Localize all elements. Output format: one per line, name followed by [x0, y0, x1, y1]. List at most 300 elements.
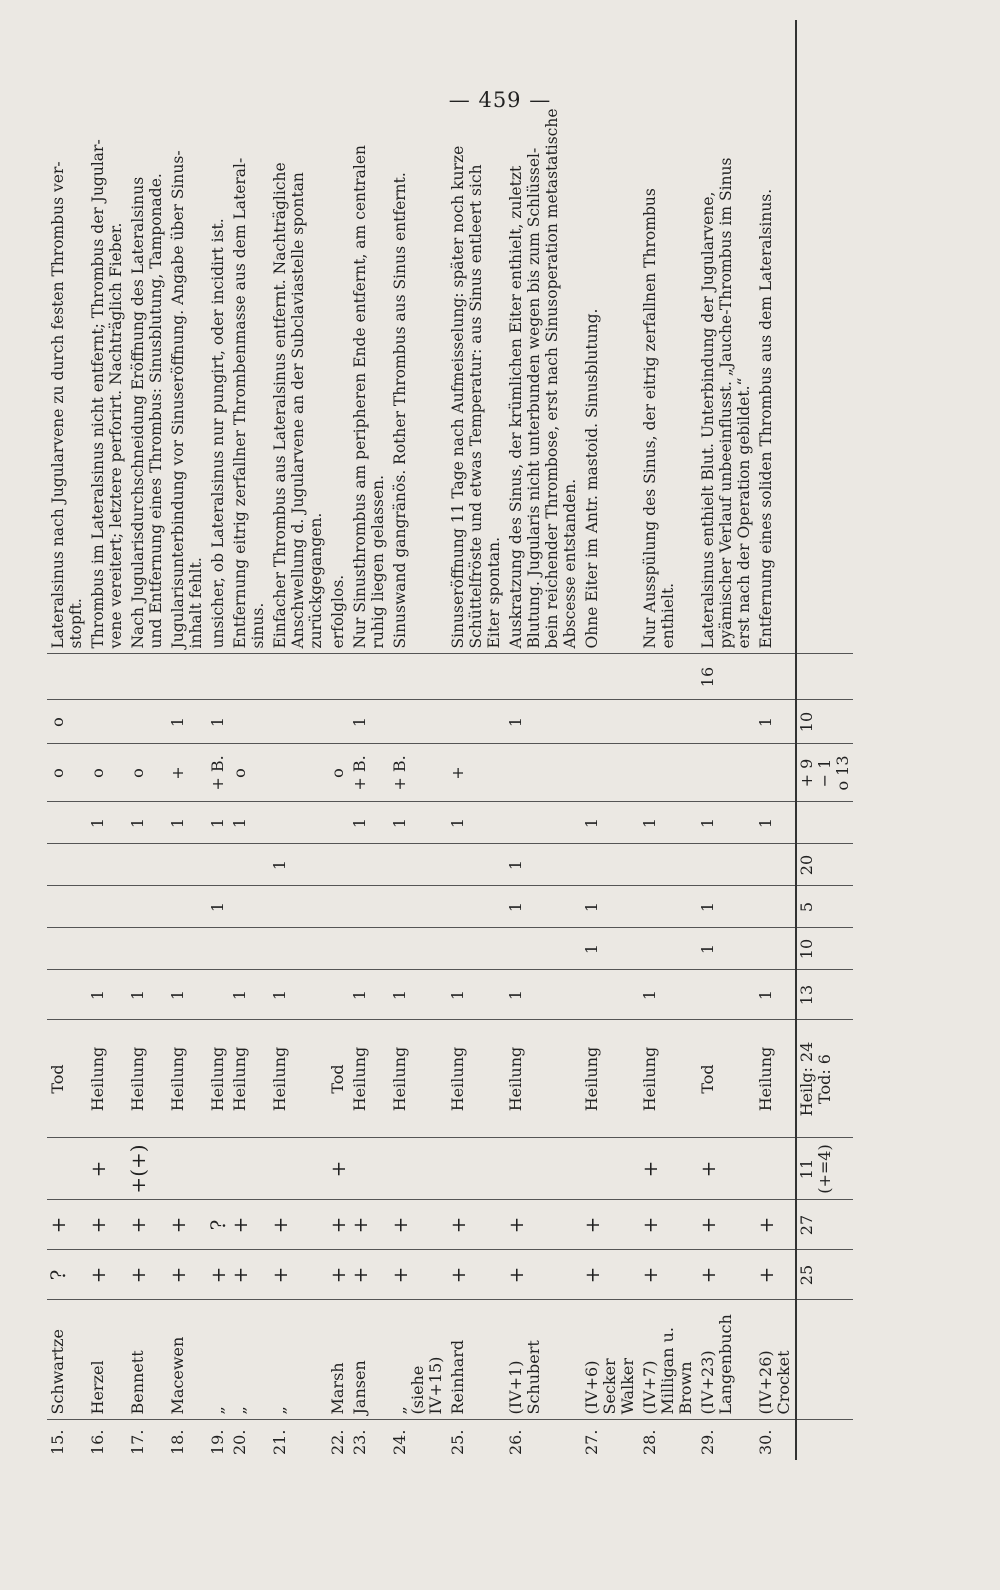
outcome: Heilung — [207, 1020, 229, 1138]
table-row — [87, 20, 127, 1460]
author-name — [47, 1300, 87, 1420]
col-mark-1: + — [229, 1250, 269, 1300]
outcome: Heilung — [505, 1020, 581, 1138]
author-name-line: „ — [230, 1406, 249, 1415]
case-number: 15. — [47, 1420, 87, 1460]
col-count-c: 1 — [207, 886, 229, 928]
col-count-e: 1 — [127, 802, 167, 844]
author-name-line: Schubert — [524, 1340, 543, 1415]
author-name-line: Walker — [618, 1357, 637, 1415]
table-row — [349, 20, 389, 1460]
col-count-a: 1 — [87, 970, 127, 1020]
remark-line: Lateralsinus nach Jugularvene zu durch festen Thrombus ver- — [49, 161, 67, 649]
remark — [327, 20, 349, 654]
col-count-c — [167, 886, 207, 928]
col-count-d — [127, 844, 167, 886]
remark-line: erst nach der Operation gebildet.“ — [735, 377, 753, 649]
total-status — [796, 744, 853, 802]
col-count-d — [639, 844, 697, 886]
case-number: 23. — [349, 1420, 389, 1460]
author-name-line: (IV+23) — [698, 1350, 717, 1415]
table-row — [269, 20, 327, 1460]
col-count-a: 1 — [269, 970, 327, 1020]
col-count-b — [639, 928, 697, 970]
total-status-line: + 9 — [797, 758, 816, 788]
remark — [755, 20, 796, 654]
col-count-c — [229, 886, 269, 928]
col-count-c — [447, 886, 505, 928]
col-count-g — [327, 700, 349, 744]
case-number: 18. — [167, 1420, 207, 1460]
col-count-h — [167, 654, 207, 700]
col-count-c — [47, 886, 87, 928]
col-count-b — [167, 928, 207, 970]
col-count-b — [87, 928, 127, 970]
author-name-line: Milligan u. — [658, 1327, 677, 1415]
col-mark-2: + — [505, 1200, 581, 1250]
totals-empty — [796, 20, 853, 654]
col-count-d — [87, 844, 127, 886]
total-mark-1: 25 — [796, 1250, 853, 1300]
col-mark-3: + — [87, 1138, 127, 1200]
outcome: Tod — [327, 1020, 349, 1138]
col-count-e: 1 — [389, 802, 447, 844]
author-name-line: Reinhard — [448, 1339, 467, 1415]
table-row — [505, 20, 581, 1460]
col-mark-1: ? — [47, 1250, 87, 1300]
col-mark-1: + — [639, 1250, 697, 1300]
col-count-e — [47, 802, 87, 844]
remark — [87, 20, 127, 654]
remark-line: inhalt fehlt. — [187, 557, 205, 649]
col-mark-2: + — [581, 1200, 639, 1250]
col-count-h — [327, 654, 349, 700]
col-mark-2: + — [127, 1200, 167, 1250]
col-mark-3 — [447, 1138, 505, 1200]
col-mark-1: + — [389, 1250, 447, 1300]
col-mark-3 — [167, 1138, 207, 1200]
col-count-d: 1 — [505, 844, 581, 886]
col-count-b — [505, 928, 581, 970]
col-count-b — [269, 928, 327, 970]
col-mark-2: + — [697, 1200, 755, 1250]
col-count-a: 1 — [447, 970, 505, 1020]
rotated-table-container — [47, 20, 927, 1460]
author-name-line: (IV+26) — [756, 1350, 775, 1415]
col-count-h — [639, 654, 697, 700]
table-row — [167, 20, 207, 1460]
col-count-c — [327, 886, 349, 928]
totals-empty — [796, 654, 853, 700]
remark-line: Thrombus im Lateralsinus nicht entfernt; Thrombus der Jugular- — [89, 139, 107, 649]
remark — [167, 20, 207, 654]
col-mark-3 — [269, 1138, 327, 1200]
total-count-a: 13 — [796, 970, 853, 1020]
author-name-line: (IV+7) — [640, 1360, 659, 1415]
remark-line: Entfernung eitrig zerfallner Thrombenmasse aus dem Lateral- — [231, 157, 249, 649]
col-count-a: 1 — [639, 970, 697, 1020]
col-count-a — [581, 970, 639, 1020]
col-count-d: 1 — [269, 844, 327, 886]
outcome: Heilung — [87, 1020, 127, 1138]
case-number: 16. — [87, 1420, 127, 1460]
col-count-a: 1 — [229, 970, 269, 1020]
col-count-g — [127, 700, 167, 744]
col-mark-2: + — [167, 1200, 207, 1250]
col-mark-3 — [229, 1138, 269, 1200]
total-count-c: 5 — [796, 886, 853, 928]
totals-row — [796, 20, 853, 1460]
col-status: + B. — [389, 744, 447, 802]
col-count-h — [47, 654, 87, 700]
col-count-g — [269, 700, 327, 744]
col-count-d — [389, 844, 447, 886]
author-name — [127, 1300, 167, 1420]
author-name-line: „ — [208, 1406, 227, 1415]
case-number: 20. — [229, 1420, 269, 1460]
col-count-a — [697, 970, 755, 1020]
col-mark-3 — [207, 1138, 229, 1200]
author-name-line: Marsh — [328, 1362, 347, 1415]
col-count-d — [47, 844, 87, 886]
author-name-line: (siehe IV+15) — [408, 1356, 445, 1415]
col-mark-2: + — [269, 1200, 327, 1250]
col-count-d — [581, 844, 639, 886]
remark — [505, 20, 581, 654]
author-name-line: (IV+6) — [582, 1360, 601, 1415]
total-mark-2: 27 — [796, 1200, 853, 1250]
author-name — [639, 1300, 697, 1420]
totals-empty — [796, 1420, 853, 1460]
remark-line: Einfacher Thrombus aus Lateralsinus entfernt. Nachträgliche — [271, 162, 289, 649]
col-count-e — [327, 802, 349, 844]
col-mark-1: + — [697, 1250, 755, 1300]
remark-line: stopft. — [67, 598, 85, 649]
col-mark-1: + — [269, 1250, 327, 1300]
author-name — [269, 1300, 327, 1420]
col-count-b — [207, 928, 229, 970]
author-name-line: Secker — [600, 1358, 619, 1415]
col-count-e: 1 — [349, 802, 389, 844]
remark-line: bein reichender Thrombose, erst nach Sinusoperation metastatische — [543, 108, 561, 649]
col-count-g — [639, 700, 697, 744]
col-count-a — [47, 970, 87, 1020]
col-mark-2: + — [755, 1200, 796, 1250]
author-name-line: (IV+1) — [506, 1360, 525, 1415]
col-mark-3: + — [327, 1138, 349, 1200]
outcome: Heilung — [389, 1020, 447, 1138]
col-count-g: o — [47, 700, 87, 744]
remark — [447, 20, 505, 654]
remark-line: ruhig liegen gelassen. — [369, 474, 387, 649]
col-status: + B. — [207, 744, 229, 802]
remark — [207, 20, 229, 654]
remark-line: Sinuswand gangränös. Rother Thrombus aus Sinus entfernt. — [391, 172, 409, 649]
remark-line: Schüttelfröste und etwas Temperatur: aus Sinus entleert sich — [467, 164, 485, 649]
case-table — [47, 20, 853, 1460]
col-count-d — [697, 844, 755, 886]
author-name-line: „ — [390, 1406, 409, 1415]
col-status — [505, 744, 581, 802]
col-count-a: 1 — [167, 970, 207, 1020]
col-count-h — [269, 654, 327, 700]
col-count-b — [47, 928, 87, 970]
author-name-line: Bennett — [128, 1350, 147, 1415]
total-status-line: o 13 — [833, 755, 852, 791]
case-number: 30. — [755, 1420, 796, 1460]
remark-line: sinus. — [249, 602, 267, 649]
remark-line: enthielt. — [659, 582, 677, 649]
col-count-c — [269, 886, 327, 928]
remark-line: Nach Jugularisdurchschneidung Eröffnung des Lateralsinus — [129, 176, 147, 649]
col-count-a: 1 — [389, 970, 447, 1020]
col-count-d — [207, 844, 229, 886]
col-mark-1: + — [167, 1250, 207, 1300]
col-count-b: 1 — [581, 928, 639, 970]
case-number: 24. — [389, 1420, 447, 1460]
total-count-d: 20 — [796, 844, 853, 886]
author-name — [167, 1300, 207, 1420]
remark — [269, 20, 327, 654]
case-number: 19. — [207, 1420, 229, 1460]
col-count-g — [697, 700, 755, 744]
remark — [389, 20, 447, 654]
col-status: o — [327, 744, 349, 802]
total-mark-3-line: (+=4) — [815, 1144, 834, 1194]
col-count-c — [639, 886, 697, 928]
remark — [127, 20, 167, 654]
table-row — [47, 20, 87, 1460]
col-count-d — [167, 844, 207, 886]
col-count-g — [229, 700, 269, 744]
remark-line: Abscesse entstanden. — [561, 478, 579, 649]
col-mark-1: + — [349, 1250, 389, 1300]
remark-line: und Entfernung eines Thrombus: Sinusblutung, Tamponade. — [147, 173, 165, 649]
col-mark-2: + — [229, 1200, 269, 1250]
col-mark-2: + — [47, 1200, 87, 1250]
total-count-g: 10 — [796, 700, 853, 744]
col-count-g: 1 — [207, 700, 229, 744]
remark-line: erfolglos. — [329, 574, 347, 649]
col-count-c: 1 — [505, 886, 581, 928]
col-count-e: 1 — [697, 802, 755, 844]
col-mark-3 — [505, 1138, 581, 1200]
author-name — [229, 1300, 269, 1420]
remark-line: Eiter spontan. — [485, 536, 503, 649]
col-count-h — [505, 654, 581, 700]
col-status — [697, 744, 755, 802]
col-mark-1: + — [87, 1250, 127, 1300]
col-status: o — [229, 744, 269, 802]
col-mark-1: + — [755, 1250, 796, 1300]
col-mark-3: + — [639, 1138, 697, 1200]
page-number: — 459 — — [448, 88, 552, 112]
case-number: 26. — [505, 1420, 581, 1460]
col-count-h — [581, 654, 639, 700]
remark — [229, 20, 269, 654]
col-count-b — [349, 928, 389, 970]
col-count-h: 16 — [697, 654, 755, 700]
col-count-g: 1 — [505, 700, 581, 744]
col-count-h — [207, 654, 229, 700]
table-row — [207, 20, 229, 1460]
col-count-h — [349, 654, 389, 700]
col-count-c: 1 — [581, 886, 639, 928]
col-count-d — [755, 844, 796, 886]
col-count-g: 1 — [349, 700, 389, 744]
col-mark-3 — [47, 1138, 87, 1200]
table-row — [447, 20, 505, 1460]
col-count-g — [389, 700, 447, 744]
case-number: 28. — [639, 1420, 697, 1460]
col-count-g — [87, 700, 127, 744]
remark — [47, 20, 87, 654]
total-outcome-line: Heilg: 24 — [797, 1041, 816, 1117]
case-number: 22. — [327, 1420, 349, 1460]
author-name — [389, 1300, 447, 1420]
col-count-e — [269, 802, 327, 844]
remark-line: Ohne Eiter im Antr. mastoid. Sinusblutung. — [583, 308, 601, 649]
col-count-a — [207, 970, 229, 1020]
col-mark-2: + — [87, 1200, 127, 1250]
col-mark-3: +(+) — [127, 1138, 167, 1200]
col-count-e: 1 — [229, 802, 269, 844]
table-row — [755, 20, 796, 1460]
col-count-h — [127, 654, 167, 700]
author-name — [697, 1300, 755, 1420]
outcome: Heilung — [127, 1020, 167, 1138]
total-count-b: 10 — [796, 928, 853, 970]
col-mark-1: + — [581, 1250, 639, 1300]
remark-line: Blutung. Jugularis nicht unterbunden wegen bis zum Schlüssel- — [525, 147, 543, 649]
col-count-c: 1 — [697, 886, 755, 928]
col-mark-2: + — [349, 1200, 389, 1250]
total-mark-3 — [796, 1138, 853, 1200]
author-name-line: Langenbuch — [716, 1314, 735, 1415]
col-count-h — [87, 654, 127, 700]
col-mark-1: + — [327, 1250, 349, 1300]
author-name-line: Jansen — [350, 1360, 369, 1415]
col-mark-3 — [581, 1138, 639, 1200]
col-mark-1: + — [207, 1250, 229, 1300]
author-name — [327, 1300, 349, 1420]
col-mark-2: + — [639, 1200, 697, 1250]
table-row — [697, 20, 755, 1460]
outcome: Tod — [47, 1020, 87, 1138]
author-name-line: Macewen — [168, 1336, 187, 1415]
col-status: + — [447, 744, 505, 802]
author-name — [207, 1300, 229, 1420]
table-row — [581, 20, 639, 1460]
col-count-d — [229, 844, 269, 886]
col-count-b — [755, 928, 796, 970]
col-count-c — [349, 886, 389, 928]
case-number: 27. — [581, 1420, 639, 1460]
author-name — [581, 1300, 639, 1420]
col-mark-3 — [349, 1138, 389, 1200]
col-count-c — [127, 886, 167, 928]
outcome: Heilung — [349, 1020, 389, 1138]
col-count-g — [447, 700, 505, 744]
col-count-a: 1 — [349, 970, 389, 1020]
col-status: o — [127, 744, 167, 802]
col-count-h — [447, 654, 505, 700]
author-name — [755, 1300, 796, 1420]
col-status — [639, 744, 697, 802]
remark — [639, 20, 697, 654]
col-mark-3 — [389, 1138, 447, 1200]
col-count-h — [389, 654, 447, 700]
table-row — [229, 20, 269, 1460]
col-count-d — [327, 844, 349, 886]
col-mark-2: + — [447, 1200, 505, 1250]
col-count-e: 1 — [447, 802, 505, 844]
remark — [697, 20, 755, 654]
totals-empty — [796, 802, 853, 844]
remark-line: Entfernung eines soliden Thrombus aus dem Lateralsinus. — [757, 188, 775, 649]
col-status — [269, 744, 327, 802]
col-count-a: 1 — [505, 970, 581, 1020]
author-name-line: „ — [270, 1406, 289, 1415]
remark — [581, 20, 639, 654]
col-status — [755, 744, 796, 802]
remark-line: vene vereitert; letztere perforirt. Nachträglich Fieber. — [107, 222, 125, 649]
outcome: Heilung — [755, 1020, 796, 1138]
case-number: 29. — [697, 1420, 755, 1460]
col-mark-1: + — [505, 1250, 581, 1300]
col-mark-3 — [755, 1138, 796, 1200]
author-name — [87, 1300, 127, 1420]
total-outcome — [796, 1020, 853, 1138]
col-count-e — [505, 802, 581, 844]
col-count-b — [327, 928, 349, 970]
col-count-c — [389, 886, 447, 928]
col-status: + B. — [349, 744, 389, 802]
total-outcome-line: Tod: 6 — [815, 1054, 834, 1104]
remark-line: zurückgegangen. — [307, 512, 325, 649]
col-status: o — [87, 744, 127, 802]
col-mark-1: + — [127, 1250, 167, 1300]
col-count-b — [447, 928, 505, 970]
remark — [349, 20, 389, 654]
table-row — [389, 20, 447, 1460]
col-count-a — [327, 970, 349, 1020]
col-count-g — [581, 700, 639, 744]
col-count-c — [87, 886, 127, 928]
remark-line: unsicher, ob Lateralsinus nur pungirt, oder incidirt ist. — [209, 218, 227, 649]
outcome: Heilung — [167, 1020, 207, 1138]
author-name-line: Crocket — [774, 1350, 793, 1415]
author-name-line: Brown — [676, 1361, 695, 1415]
col-count-b: 1 — [697, 928, 755, 970]
col-count-g: 1 — [755, 700, 796, 744]
case-number: 21. — [269, 1420, 327, 1460]
table-row — [327, 20, 349, 1460]
remark-line: Nur Sinusthrombus am peripheren Ende entfernt, am centralen — [351, 145, 369, 649]
col-mark-1: + — [447, 1250, 505, 1300]
case-number: 17. — [127, 1420, 167, 1460]
col-status — [581, 744, 639, 802]
case-number: 25. — [447, 1420, 505, 1460]
col-mark-2: ? — [207, 1200, 229, 1250]
author-name — [349, 1300, 389, 1420]
col-count-d — [447, 844, 505, 886]
outcome: Heilung — [447, 1020, 505, 1138]
remark-line: pyämischer Verlauf unbeeinflusst. „Jauche-Thrombus im Sinus — [717, 157, 735, 649]
col-mark-2: + — [327, 1200, 349, 1250]
outcome: Heilung — [269, 1020, 327, 1138]
col-count-e: 1 — [87, 802, 127, 844]
